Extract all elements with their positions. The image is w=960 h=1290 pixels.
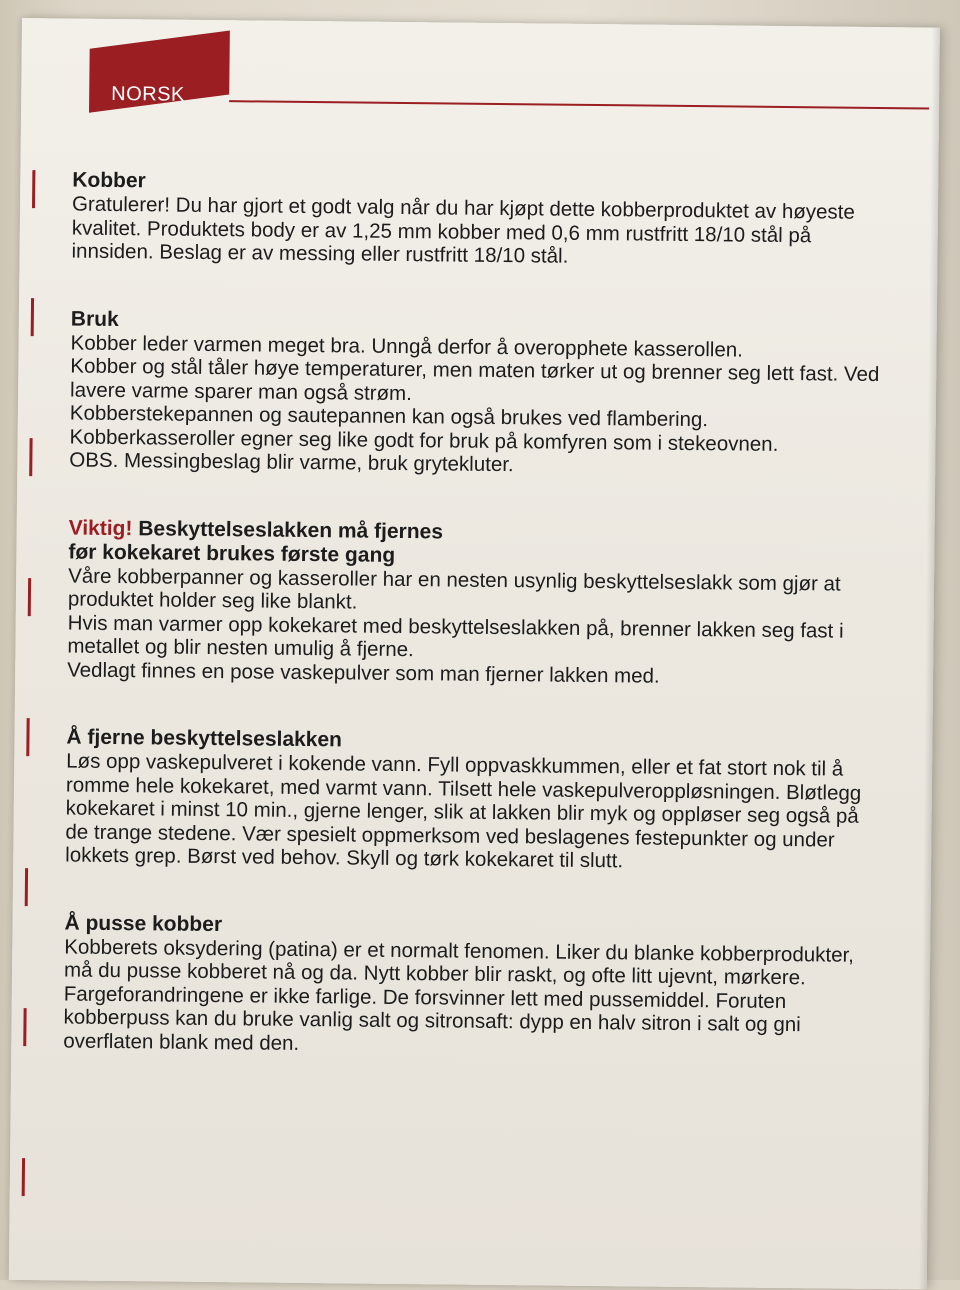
section-paragraph: OBS. Messingbeslag blir varme, bruk grytekluter.	[69, 448, 514, 477]
margin-mark	[28, 578, 31, 616]
section-title: Å fjerne beskyttelseslakken	[66, 725, 343, 752]
section-paragraph: Kobber leder varmen meget bra. Unngå derfor å overopphete kasserollen.	[70, 331, 744, 362]
section-fjerne-lakk	[65, 726, 886, 876]
header-rule	[229, 100, 929, 109]
section-title-line1: Beskyttelseslakken må fjernes	[138, 516, 444, 543]
section-title-line2: før kokekaret brukes første gang	[68, 540, 396, 567]
language-tab-label: NORSK	[111, 82, 185, 106]
section-paragraph: Løs opp vaskepulveret i kokende vann. Fyll oppvaskkummen, eller et fat stort nok til å romme hele kokekaret, med varmt vann. Tilsett hele vaskepulveroppløsningen. Bløtlegg kokekaret i minst 10 min., gjerne lenger, slik at lakken blir myk og oppløser seg også på de trange stedene. Vær spesielt oppmerksom ved beslagenes festepunkter og under lokkets grep. Børst ved behov. Skyll og tørk kokekaret til slutt.	[65, 749, 862, 873]
margin-mark	[22, 1158, 25, 1196]
section-paragraph: Hvis man varmer opp kokekaret med beskyttelseslakken på, brenner lakken seg fast i metallet og blir nesten umulig å fjerne.	[67, 611, 844, 662]
section-paragraph: Kobber og stål tåler høye temperaturer, men maten tørker ut og brenner seg lett fast. Ved lavere varme sparer man også strøm.	[69, 354, 880, 405]
page-content	[63, 169, 893, 1106]
section-paragraph: Vedlagt finnes en pose vaskepulver som man fjerner lakken med.	[67, 658, 660, 688]
section-bruk	[69, 307, 891, 481]
section-paragraph: Kobberkasseroller egner seg like godt for bruk på komfyren som i stekeovnen.	[69, 425, 779, 456]
section-paragraph: Våre kobberpanner og kasseroller har en nesten usynlig beskyttelseslakk som gjør at produktet holder seg like blankt.	[67, 564, 841, 614]
section-pusse-kobber	[63, 911, 884, 1061]
section-title: Bruk	[70, 307, 119, 331]
section-title: Å pusse kobber	[64, 910, 223, 936]
margin-mark	[31, 298, 34, 336]
booklet-page	[9, 18, 940, 1290]
important-label: Viktig!	[68, 516, 133, 540]
margin-mark	[25, 868, 28, 906]
section-paragraph: Kobberstekepannen og sautepannen kan også brukes ved flambering.	[69, 401, 709, 432]
section-kobber	[71, 169, 892, 272]
margin-mark	[29, 438, 32, 476]
section-paragraph: Kobberets oksydering (patina) er et normalt fenomen. Liker du blanke kobberprodukter, må du pusse kobberet nå og da. Nytt kobber blir raskt, og ofte litt ujevnt, mørkere. Fargeforandringene er ikke farlige. De forsvinner lett med pussemiddel. Foruten kobberpuss kan du bruke vanlig salt og sitronsaft: dypp en halv sitron i salt og gni overflaten blank med den.	[63, 934, 855, 1055]
section-paragraph: Gratulerer! Du har gjort et godt valg når du har kjøpt dette kobberproduktet av høyeste kvalitet. Produktets body er av 1,25 mm kobber med 0,6 mm rustfritt 18/10 stål på innsiden. Beslag er av messing eller rustfritt 18/10 stål.	[71, 192, 855, 268]
margin-mark	[26, 718, 29, 756]
section-title: Kobber	[72, 168, 146, 193]
margin-mark	[32, 170, 35, 208]
margin-mark	[23, 1008, 26, 1046]
section-viktig	[67, 516, 889, 690]
